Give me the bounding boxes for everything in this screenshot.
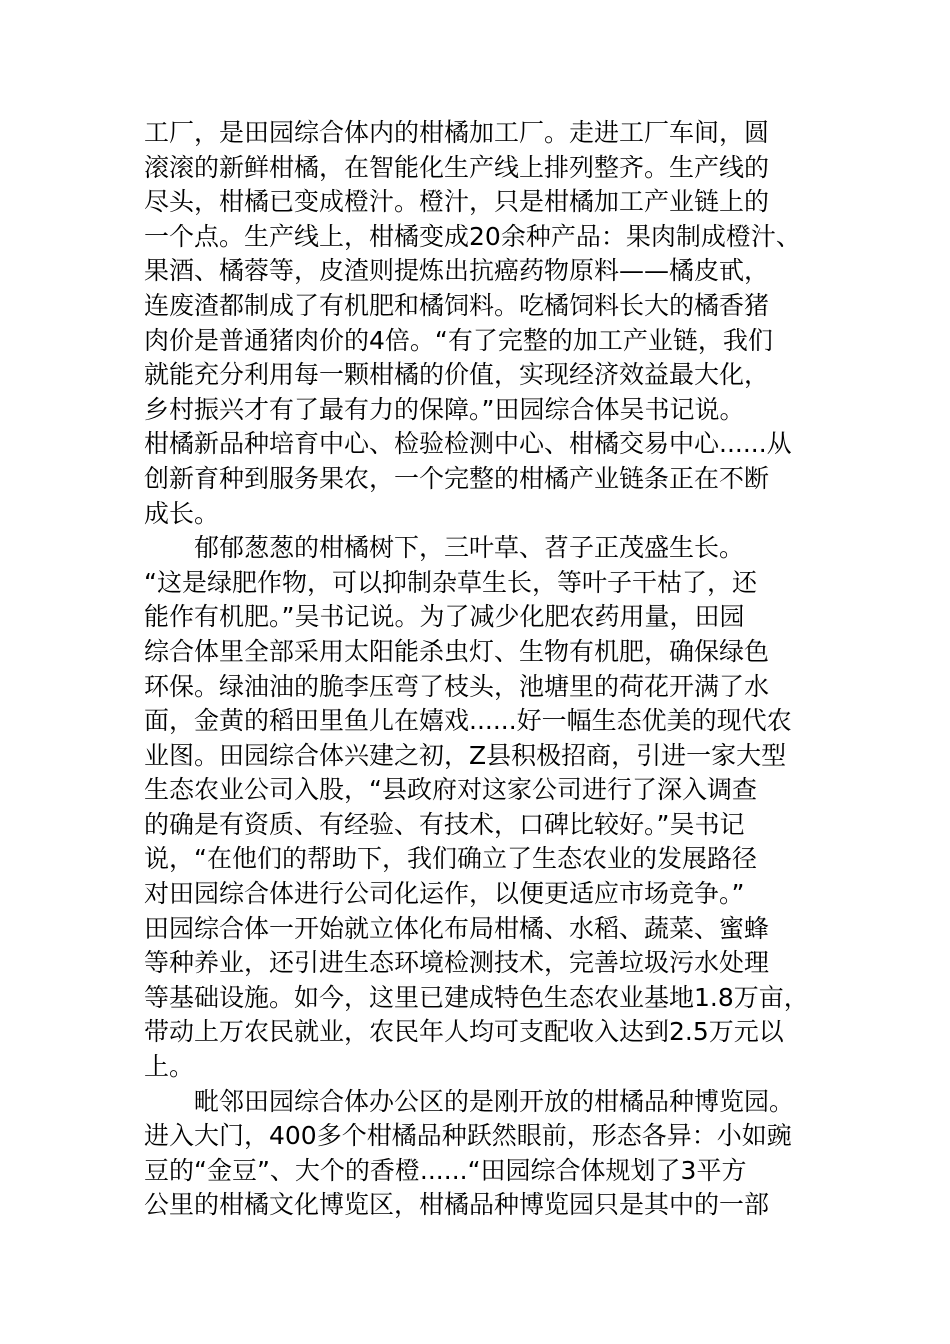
text-line: 乡村振兴才有了最有力的保障。”田园综合体吴书记说。 (144, 394, 745, 424)
text-line: 业图。田园综合体兴建之初，Z县积极招商，引进一家大型 (144, 740, 787, 770)
text-line: 公里的柑橘文化博览区，柑橘品种博览园只是其中的一部 (144, 1190, 770, 1220)
text-line: 田园综合体一开始就立体化布局柑橘、水稻、蔬菜、蜜蜂 (144, 913, 770, 943)
text-line: 连废渣都制成了有机肥和橘饲料。吃橘饲料长大的橘香猪 (144, 290, 770, 320)
text-line: 能作有机肥。”吴书记说。为了减少化肥农药用量，田园 (144, 602, 745, 632)
text-line: 肉价是普通猪肉价的4倍。“有了完整的加工产业链，我们 (144, 325, 773, 355)
text-line: 进入大门，400多个柑橘品种跃然眼前，形态各异：小如豌 (144, 1121, 792, 1151)
paragraph (144, 531, 814, 1085)
text-line: 柑橘新品种培育中心、检验检测中心、柑橘交易中心......从 (144, 429, 792, 459)
text-line: 对田园综合体进行公司化运作，以便更适应市场竞争。” (144, 879, 745, 909)
text-line: 综合体里全部采用太阳能杀虫灯、生物有机肥，确保绿色 (144, 636, 770, 666)
text-line: 等基础设施。如今，这里已建成特色生态农业基地1.8万亩， (144, 982, 809, 1012)
text-line: 工厂，是田园综合体内的柑橘加工厂。走进工厂车间，圆 (144, 118, 770, 147)
text-line: 说，“在他们的帮助下，我们确立了生态农业的发展路径 (144, 844, 757, 874)
text-line: 就能充分利用每一颗柑橘的价值，实现经济效益最大化， (144, 360, 770, 390)
text-line: 尽头，柑橘已变成橙汁。橙汁，只是柑橘加工产业链上的 (144, 187, 770, 217)
text-line: “这是绿肥作物，可以抑制杂草生长，等叶子干枯了，还 (144, 567, 757, 597)
text-line: 郁郁葱葱的柑橘树下，三叶草、苕子正茂盛生长。 (194, 533, 745, 563)
text-line: 一个点。生产线上，柑橘变成20余种产品：果肉制成橙汁、 (144, 221, 801, 251)
body-text (144, 116, 814, 1223)
paragraph (144, 116, 814, 531)
text-line: 滚滚的新鲜柑橘，在智能化生产线上排列整齐。生产线的 (144, 152, 770, 182)
text-line: 生态农业公司入股，“县政府对这家公司进行了深入调查 (144, 775, 757, 805)
text-line: 果酒、橘蓉等，皮渣则提炼出抗癌药物原料——橘皮甙， (144, 256, 770, 286)
text-line: 成长。 (144, 498, 220, 528)
text-line: 面，金黄的稻田里鱼儿在嬉戏......好一幅生态优美的现代农 (144, 706, 792, 736)
text-line: 毗邻田园综合体办公区的是刚开放的柑橘品种博览园。 (194, 1086, 795, 1116)
text-line: 带动上万农民就业，农民年人均可支配收入达到2.5万元以 (144, 1017, 784, 1047)
text-line: 上。 (144, 1052, 195, 1082)
text-line: 等种养业，还引进生态环境检测技术，完善垃圾污水处理 (144, 948, 770, 978)
paragraph (144, 1085, 814, 1223)
text-line: 创新育种到服务果农，一个完整的柑橘产业链条正在不断 (144, 463, 770, 493)
text-line: 环保。绿油油的脆李压弯了枝头，池塘里的荷花开满了水 (144, 671, 770, 701)
text-line: 的确是有资质、有经验、有技术，口碑比较好。”吴书记 (144, 809, 745, 839)
text-line: 豆的“金豆”、大个的香橙......“田园综合体规划了3平方 (144, 1155, 747, 1185)
